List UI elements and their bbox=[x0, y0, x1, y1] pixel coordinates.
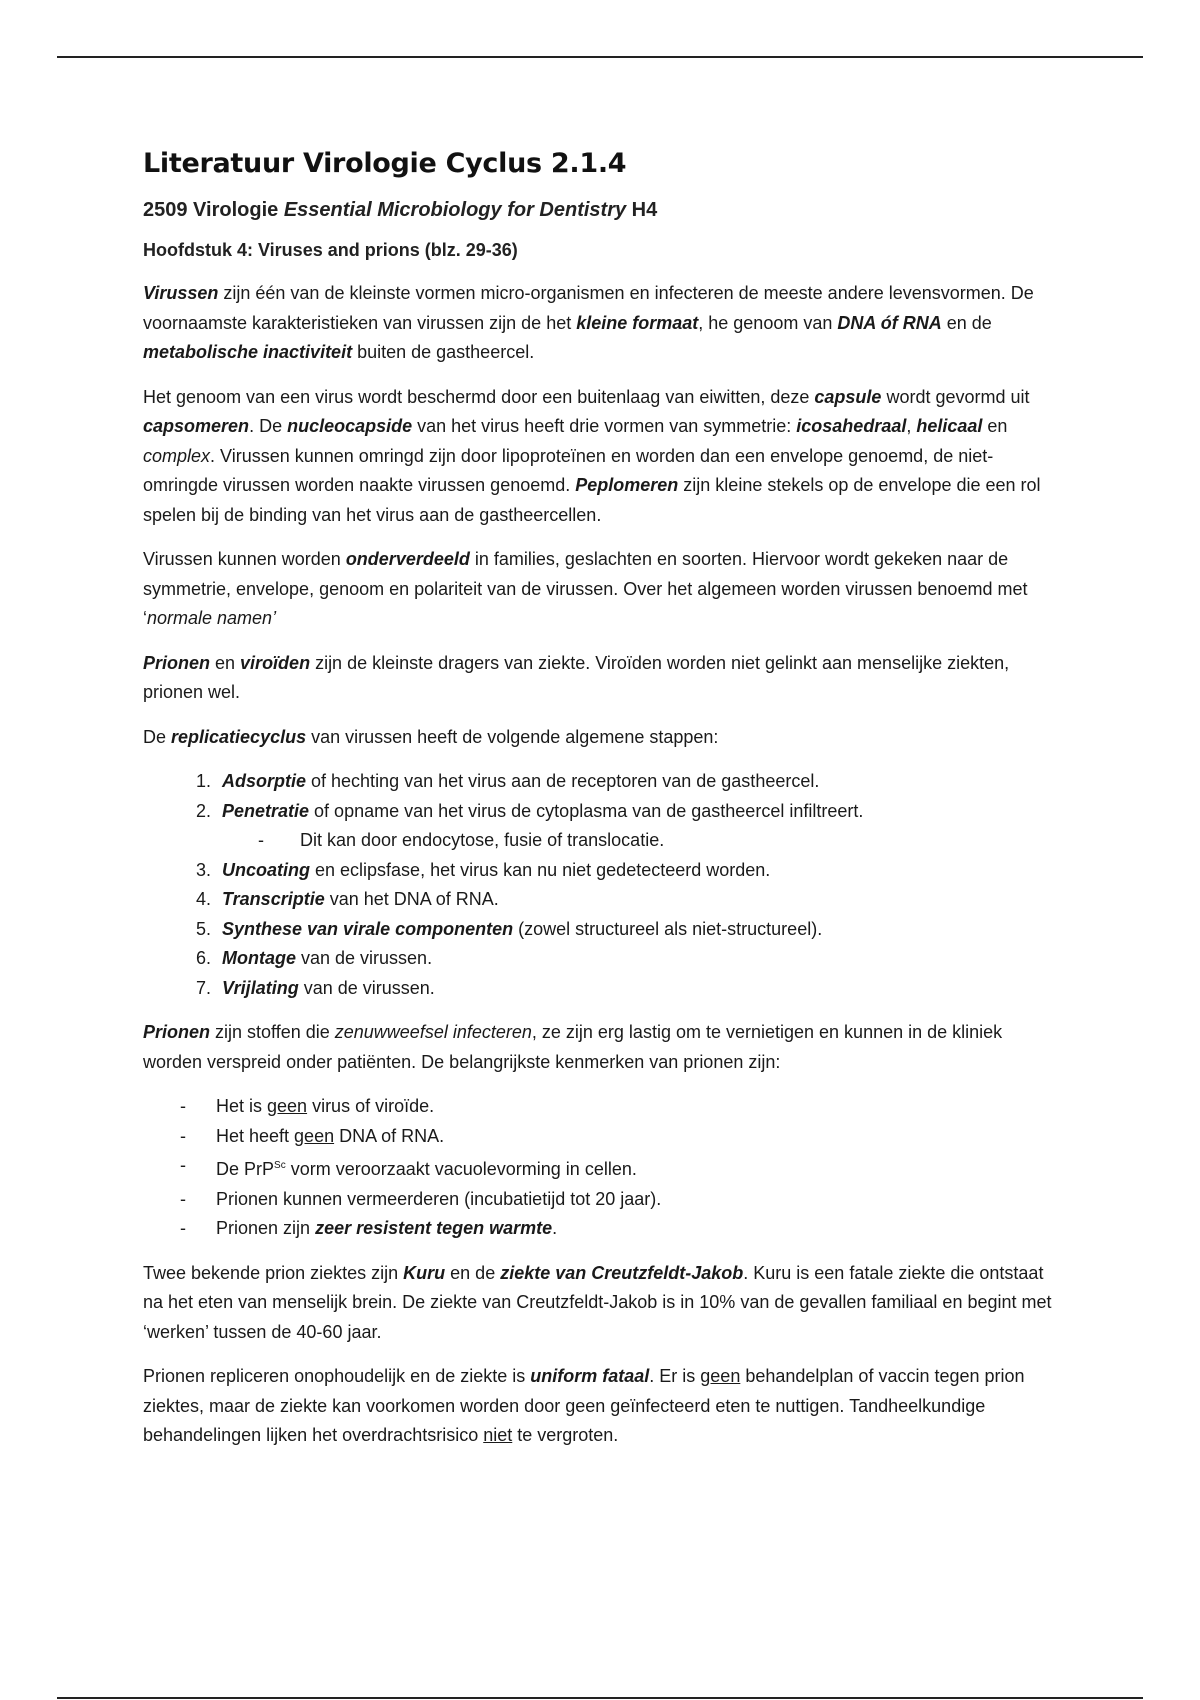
paragraph-prion-diseases: Twee bekende prion ziektes zijn Kuru en de ziekte van Creutzfeldt-Jakob. Kuru is een fatale ziekte die ontstaat na het eten van menselijk brein. De ziekte van Creutzfeldt-Jakob is in 10% van de gevallen familiaal en begint met ‘werken’ tussen de 40-60 jaar. bbox=[143, 1262, 1052, 1342]
paragraph-prions: Prionen zijn stoffen die zenuwweefsel infecteren, ze zijn erg lastig om te vernietigen en kunnen in de kliniek worden verspreid onder patiënten. De belangrijkste kenmerken van prionen zijn: bbox=[143, 1022, 1003, 1072]
paragraph-intro: Virussen zijn één van de kleinste vormen micro-organismen en infecteren de meeste andere levensvormen. De voornaamste karakteristieken van virussen zijn de het kleine formaat, he genoom van DNA óf RNA en de metabolische inactiviteit buiten de gastheercel. bbox=[143, 283, 1034, 362]
paragraph-prions-viroids: Prionen en viroïden zijn de kleinste dragers van ziekte. Viroïden worden niet gelinkt aan menselijke ziekten, prionen wel. bbox=[143, 652, 1010, 702]
replication-steps-list bbox=[143, 767, 1063, 1003]
paragraph-replication-intro: De replicatiecyclus van virussen heeft de volgende algemene stappen: bbox=[143, 726, 719, 747]
list-item: 7. Vrijlating van de virussen. bbox=[216, 974, 1063, 1004]
prion-properties-list bbox=[143, 1092, 1063, 1244]
bottom-rule bbox=[57, 1697, 1143, 1699]
list-item: - Prionen zijn zeer resistent tegen warmte. bbox=[216, 1214, 1063, 1244]
list-item: 4. Transcriptie van het DNA of RNA. bbox=[216, 885, 1063, 915]
list-item: - Prionen kunnen vermeerderen (incubatietijd tot 20 jaar). bbox=[216, 1185, 1063, 1215]
sub-list bbox=[222, 826, 1063, 856]
list-item: - Het heeft geen DNA of RNA. bbox=[216, 1122, 1063, 1152]
list-item: - De PrP$^{Sc}$ vorm veroorzaakt vacuolevorming in cellen. bbox=[216, 1151, 1063, 1185]
list-item: 6. Montage van de virussen. bbox=[216, 944, 1063, 974]
list-item: 1. Adsorptie of hechting van het virus aan de receptoren van de gastheercel. bbox=[216, 767, 1063, 797]
list-item: 5. Synthese van virale componenten (zowel structureel als niet-structureel). bbox=[216, 915, 1063, 945]
list-item: 2. Penetratie of opname van het virus de cytoplasma van de gastheercel infiltreert. - Dit kan door endocytose, fusie of translocatie. bbox=[216, 797, 1063, 856]
paragraph-structure: Het genoom van een virus wordt beschermd door een buitenlaag van eiwitten, deze capsule wordt gevormd uit capsomeren. De nucleocapside van het virus heeft drie vormen van symmetrie: icosahedraal, helicaal en complex. Virussen kunnen omringd zijn door lipoproteïnen en worden dan een envelope genoemd, de niet-omringde virussen worden naakte virussen genoemd. Peplomeren zijn kleine stekels op de envelope die een rol spelen bij de binding van het virus aan de gastheercellen. bbox=[143, 386, 1041, 525]
paragraph-classification: Virussen kunnen worden onderverdeeld in families, geslachten en soorten. Hiervoor wordt gekeken naar de symmetrie, envelope, genoom en polariteit van de virussen. Over het algemeen worden virussen benoemd met ‘normale namen’ bbox=[143, 549, 1028, 628]
top-rule bbox=[57, 56, 1143, 58]
list-item: - Dit kan door endocytose, fusie of translocatie. bbox=[294, 826, 1063, 856]
chapter-heading: Hoofdstuk 4: Viruses and prions (blz. 29-36) bbox=[143, 240, 518, 260]
list-item: 3. Uncoating en eclipsfase, het virus kan nu niet gedetecteerd worden. bbox=[216, 856, 1063, 886]
paragraph-prion-treatment: Prionen repliceren onophoudelijk en de ziekte is uniform fataal. Er is geen behandelplan of vaccin tegen prion ziektes, maar de ziekte kan voorkomen worden door geen geïnfecteerd eten te nuttigen. Tandheelkundige behandelingen lijken het overdrachtsrisico niet te vergroten. bbox=[143, 1366, 1025, 1445]
document-title: Literatuur Virologie Cyclus 2.1.4 bbox=[143, 148, 627, 179]
document-subtitle: 2509 Virologie Essential Microbiology for Dentistry H4 bbox=[143, 199, 658, 221]
list-item: - Het is geen virus of viroïde. bbox=[216, 1092, 1063, 1122]
document-body bbox=[143, 148, 1063, 1466]
